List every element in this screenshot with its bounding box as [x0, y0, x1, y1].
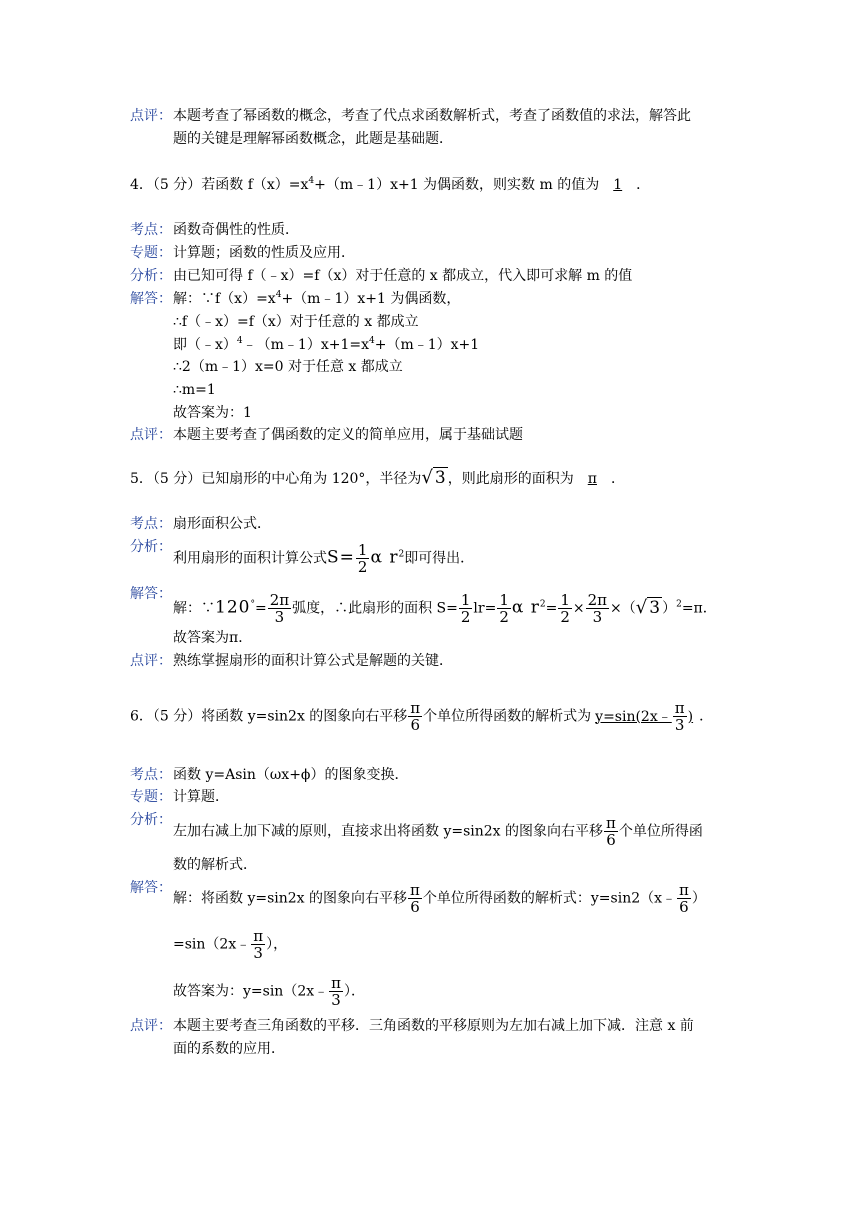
label-comment: 点评： — [130, 108, 172, 124]
q4-comment: 本题主要考查了偶函数的定义的简单应用，属于基础试题 — [173, 427, 523, 443]
q4-solution-line6: 故答案为：1 — [173, 405, 252, 421]
q4-solution-line3: 即$(﹣x)^4﹣(m﹣1)x+1=x^4+(m﹣1)x+1$ — [173, 336, 480, 353]
q5-analysis: 利用扇形的面积计算公式S= $\frac{1}{2}$ α $r^2$即可得出． — [173, 541, 475, 576]
q5-solution-line1: 解：∵120°= $\frac{2\pi}{3}$ 弧度，∴此扇形的面积 S= $\frac{1}{2}$ lr= $\frac{1}{2}$ α $r^2=$ $\frac{1}{2}$ × $\frac{2\pi}{3}$ ×（√ 3 ）$^2$=π． — [173, 591, 717, 626]
label-comment: 点评： — [130, 1018, 172, 1034]
q6-stem: 6．（5 分）将函数 y=sin2x 的图象向右平移 $\frac{\pi}{6}$ 个单位所得函数的解析式为 y=sin(2x﹣ $\frac{\pi}{3}$ ) ． — [130, 699, 714, 734]
label-analysis: 分析： — [130, 539, 172, 555]
label-point: 考点： — [130, 222, 172, 238]
label-point: 考点： — [130, 767, 172, 783]
label-comment: 点评： — [130, 653, 172, 669]
q6-analysis-line1: 左加右减上加下减的原则，直接求出将函数 y=sin2x 的图象向右平移 $\frac{\pi}{6}$ 个单位所得函 — [173, 814, 703, 849]
label-point: 考点： — [130, 516, 172, 532]
q4-solution-line2: ∴f（﹣x）=f（x）对于任意的 x 都成立 — [173, 314, 419, 330]
label-answer: 解答： — [130, 586, 172, 602]
q4-solution-line5: ∴m=1 — [173, 382, 216, 398]
q6-comment-line1: 本题主要考查三角函数的平移．三角函数的平移原则为左加右减上加下减．注意 x 前 — [173, 1018, 694, 1034]
label-topic: 专题： — [130, 245, 172, 261]
label-topic: 专题： — [130, 789, 172, 805]
q6-solution-line2: =sin（2x﹣ $\frac{\pi}{3}$ ）， — [173, 927, 288, 962]
label-analysis: 分析： — [130, 812, 172, 828]
q3-comment-line1: 本题考查了幂函数的概念，考查了代点求函数解析式，考查了函数值的求法，解答此 — [173, 108, 691, 124]
label-analysis: 分析： — [130, 268, 172, 284]
q4-analysis: 由已知可得 f（﹣x）=f（x）对于任意的 x 都成立，代入即可求解 m 的值 — [173, 268, 633, 284]
q6-point: 函数 y=Asin（ωx+ϕ）的图象变换． — [173, 767, 409, 783]
q4-solution-line4: ∴2（m﹣1）x=0 对于任意 x 都成立 — [173, 359, 403, 375]
q5-point: 扇形面积公式． — [173, 516, 271, 532]
label-answer: 解答： — [130, 291, 172, 307]
q6-solution-line1: 解：将函数 y=sin2x 的图象向右平移 $\frac{\pi}{6}$ 个单位所得函数的解析式：y=sin2（x﹣ $\frac{\pi}{6}$ ） — [173, 881, 706, 916]
q6-answer-blank: y=sin(2x﹣ $\frac{\pi}{3}$ ) — [595, 699, 694, 734]
q5-comment: 熟练掌握扇形的面积计算公式是解题的关键． — [173, 653, 453, 669]
q4-topic: 计算题；函数的性质及应用． — [173, 245, 355, 261]
q6-topic: 计算题． — [173, 789, 229, 805]
q3-comment-line2: 题的关键是理解幂函数概念，此题是基础题． — [173, 131, 453, 147]
q5-solution-line2: 故答案为π． — [173, 630, 253, 646]
label-comment: 点评： — [130, 427, 172, 443]
q4-stem: 4．（5 分）若函数 $f(x)=x^4+(m﹣1)x+1$ 为偶函数，则实数 m 的值为 1 ． — [130, 176, 651, 193]
q6-comment-line2: 面的系数的应用． — [173, 1041, 285, 1057]
q4-point: 函数奇偶性的性质． — [173, 222, 299, 238]
label-answer: 解答： — [130, 880, 172, 896]
q4-answer-blank: 1 — [613, 177, 623, 193]
q6-solution-line3: 故答案为：y=sin（2x﹣ $\frac{\pi}{3}$ ）． — [173, 974, 365, 1009]
q5-answer-blank: π — [587, 471, 597, 487]
sqrt-symbol: √ 3 — [421, 467, 446, 488]
q6-analysis-line2: 数的解析式． — [173, 857, 257, 873]
q5-stem: 5．（5 分）已知扇形的中心角为 120°，半径为√ 3 ，则此扇形的面积为 π ． — [130, 467, 625, 488]
q4-solution-line1: 解：$\because f(x)=x^4+(m﹣1)x+1$ 为偶函数， — [173, 290, 461, 307]
